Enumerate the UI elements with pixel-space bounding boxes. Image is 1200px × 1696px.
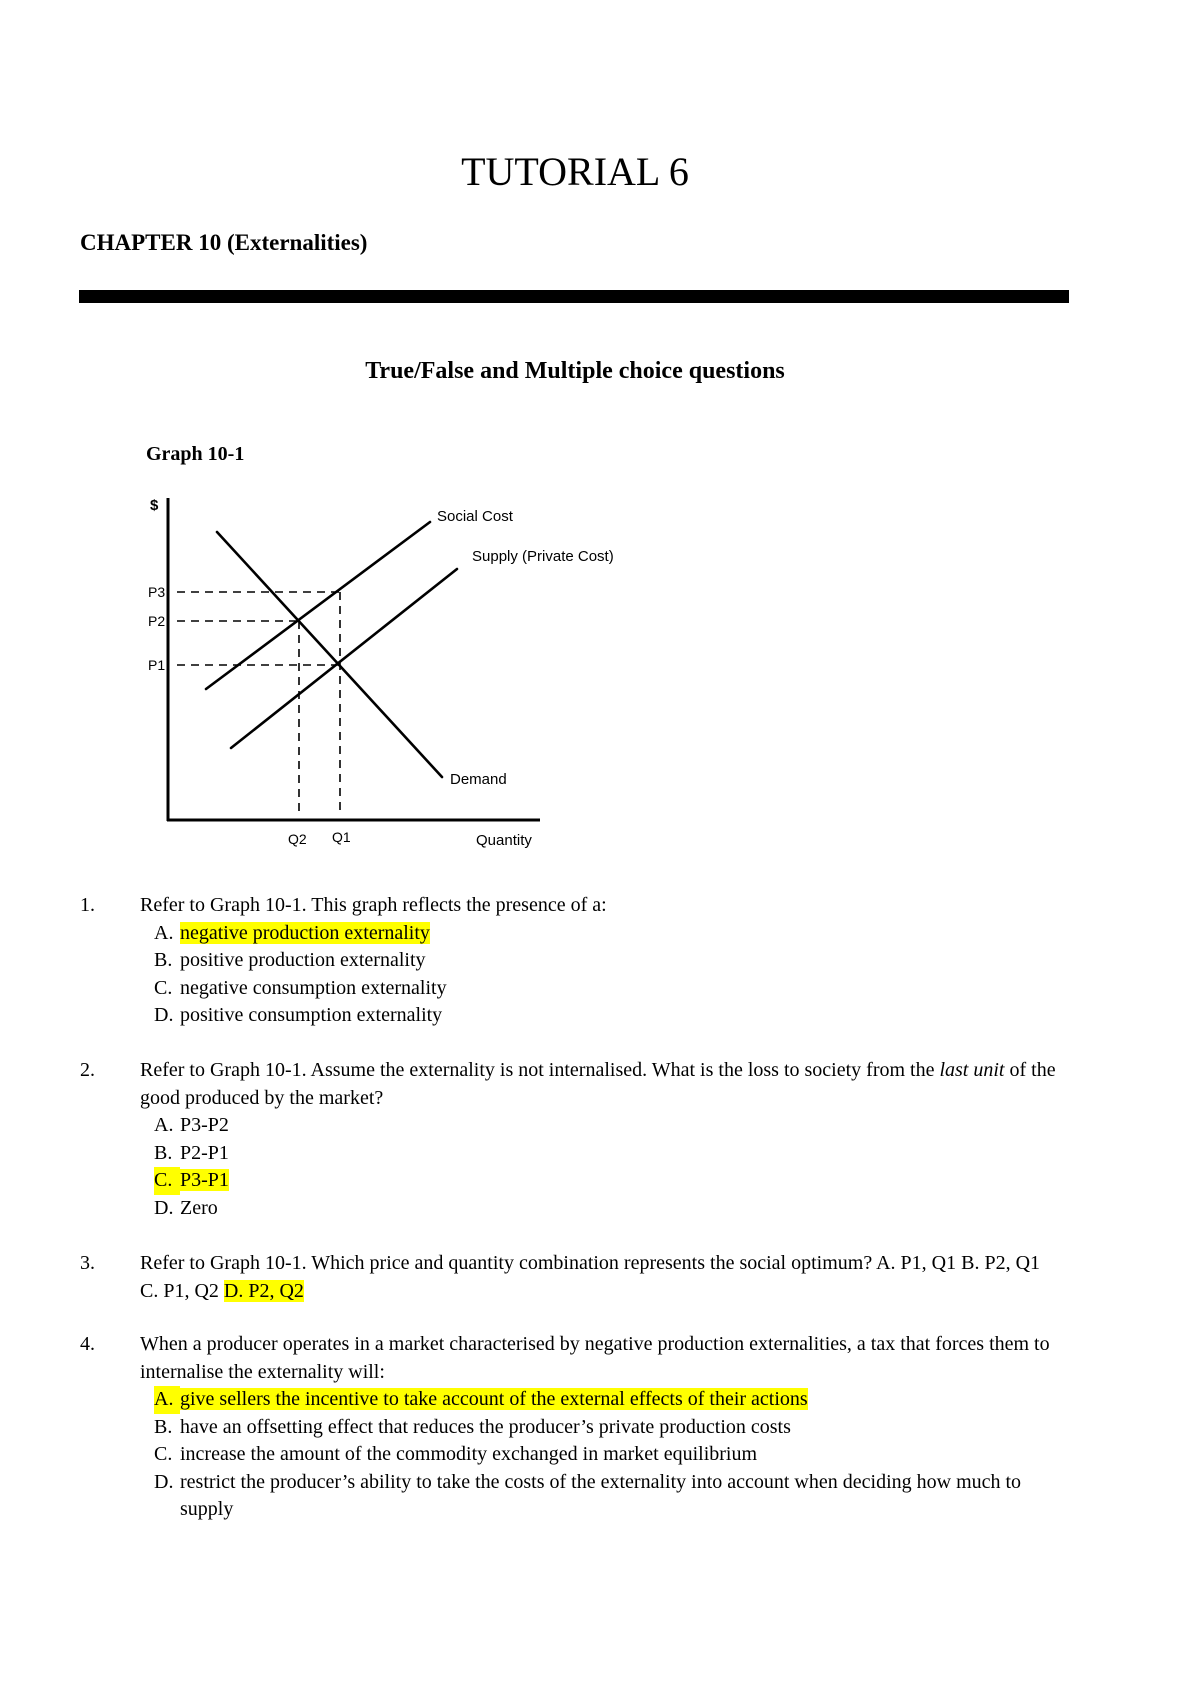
option-a: A. P3-P2 — [154, 1114, 229, 1136]
question-4 — [80, 1331, 1060, 1524]
p1-label: P1 — [148, 657, 166, 673]
supply-label: Supply (Private Cost) — [472, 548, 614, 565]
question-text: Refer to Graph 10-1. Which price and quantity combination represents the social optimum? A. P1, Q1 B. P2, Q1 C. P1, Q2 — [140, 1252, 1041, 1302]
option-a: A. give sellers the incentive to take account of the external effects of their actions — [140, 1386, 1060, 1414]
supply-curve — [231, 569, 457, 748]
social-cost-label: Social Cost — [437, 508, 513, 525]
y-axis-label: $ — [150, 497, 159, 514]
question-number: 1. — [80, 894, 95, 916]
option-d: D. positive consumption externality — [154, 1004, 443, 1026]
x-axis-label: Quantity — [476, 832, 532, 849]
option-b: B. positive production externality — [154, 949, 426, 971]
question-text: Refer to Graph 10-1. Assume the externality is not internalised. What is the loss to society from the last unit of the good produced by the market? — [140, 1059, 1056, 1109]
question-number: 3. — [80, 1252, 95, 1274]
social-cost-curve — [206, 522, 430, 689]
question-3 — [80, 1250, 1060, 1305]
question-number: 2. — [80, 1059, 95, 1081]
divider-rule — [79, 290, 1069, 303]
q2-label: Q2 — [288, 831, 307, 847]
option-c: C. P3-P1 — [140, 1167, 1060, 1195]
question-2 — [80, 1057, 1060, 1222]
section-heading: True/False and Multiple choice questions — [365, 358, 785, 384]
demand-label: Demand — [450, 771, 507, 788]
question-1 — [80, 892, 1060, 1030]
option-d: D. restrict the producer’s ability to take the costs of the externality into account when deciding how much to supply — [154, 1470, 1022, 1520]
q1-label: Q1 — [332, 829, 351, 845]
page-title: TUTORIAL 6 — [461, 149, 689, 194]
option-c: C. negative consumption externality — [154, 976, 447, 999]
option-b: B. P2-P1 — [154, 1141, 229, 1164]
p2-label: P2 — [148, 613, 166, 629]
question-text: Refer to Graph 10-1. This graph reflects the presence of a: — [140, 894, 607, 916]
graph-title: Graph 10-1 — [146, 443, 245, 465]
option-d: D. Zero — [154, 1196, 218, 1219]
p3-label: P3 — [148, 584, 166, 600]
option-a: A. negative production externality — [154, 921, 430, 944]
question-text: When a producer operates in a market characterised by negative production externalities, a tax that forces them to internalise the externality will: — [140, 1333, 1050, 1383]
externality-graph — [140, 488, 660, 858]
question-number: 4. — [80, 1333, 95, 1355]
chapter-heading: CHAPTER 10 (Externalities) — [80, 230, 368, 255]
answer-highlight: D. P2, Q2 — [223, 1279, 304, 1302]
option-b: B. have an offsetting effect that reduces the producer’s private production costs — [154, 1415, 791, 1438]
option-c: C. increase the amount of the commodity exchanged in market equilibrium — [154, 1443, 758, 1465]
